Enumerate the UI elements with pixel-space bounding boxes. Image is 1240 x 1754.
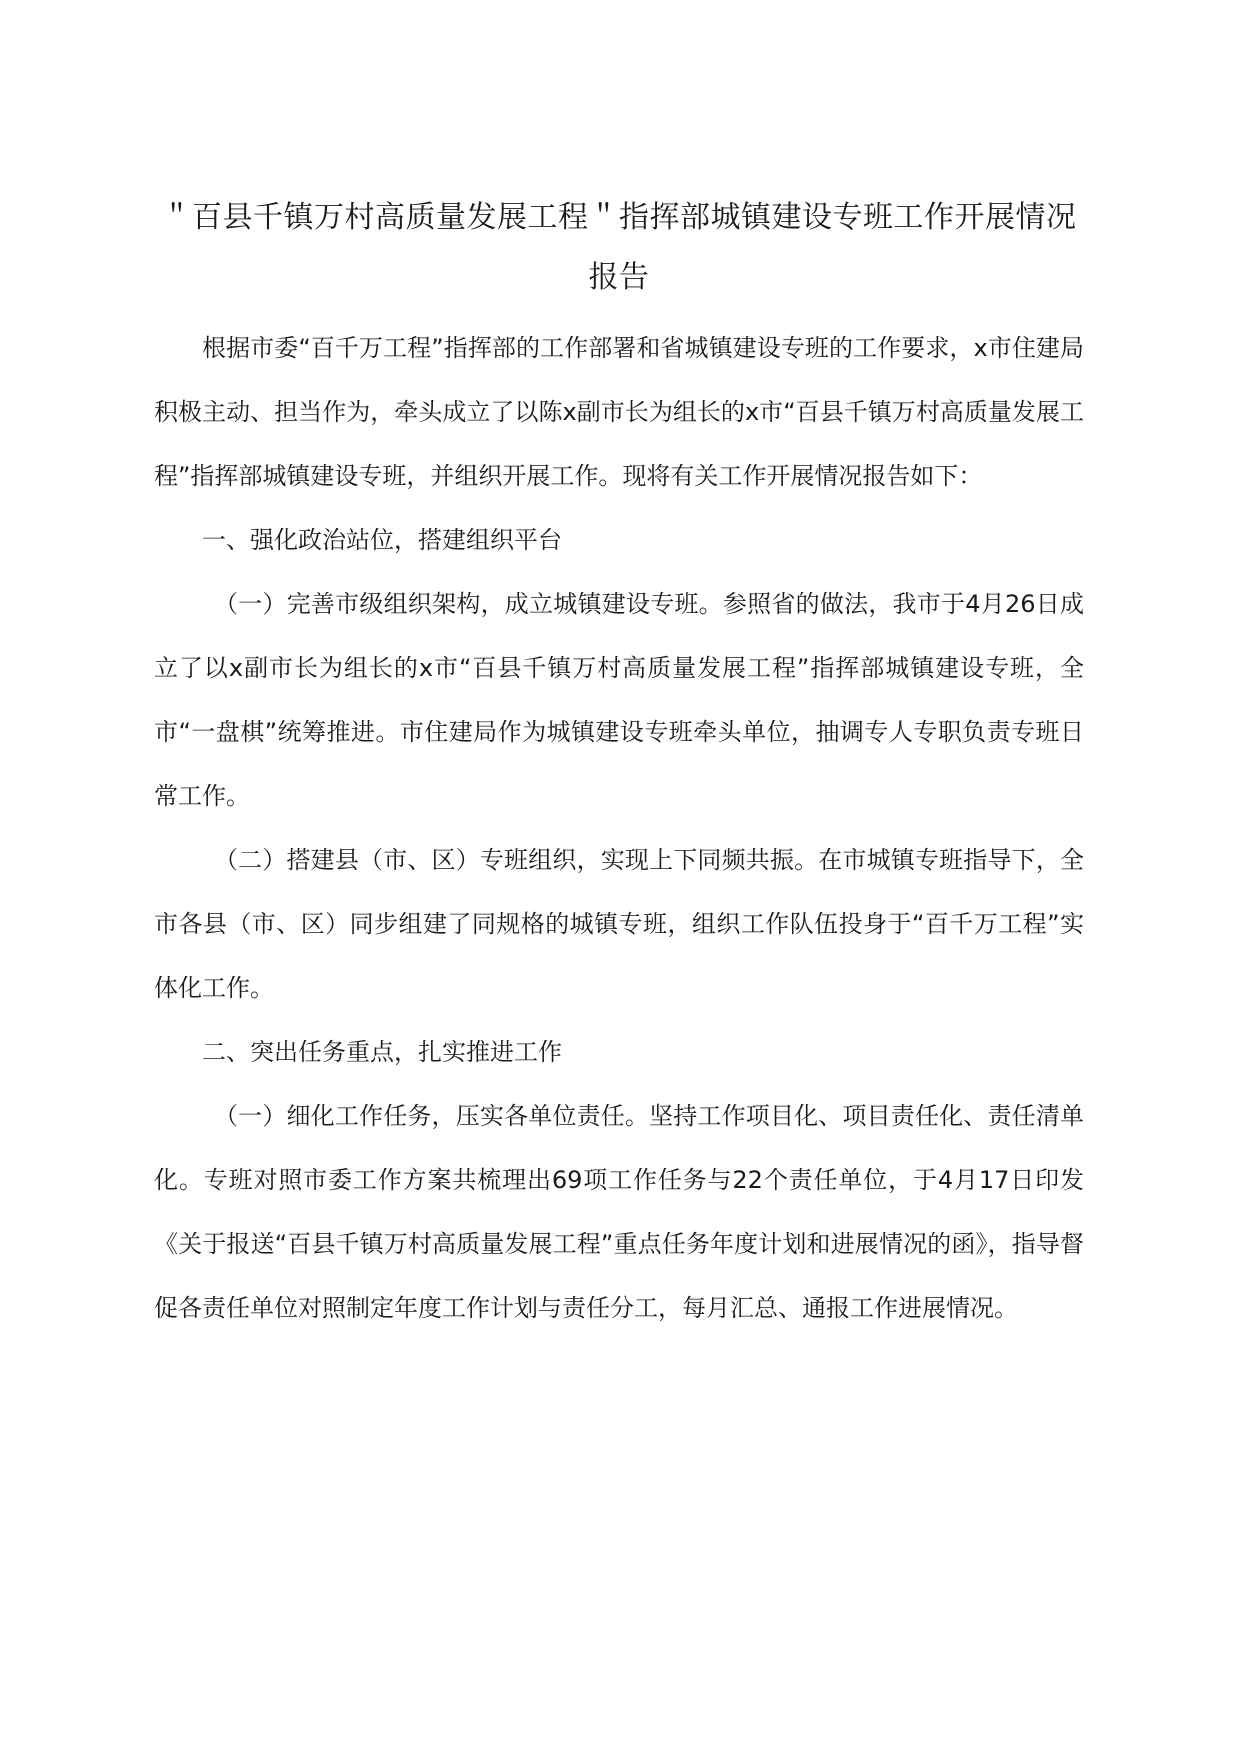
document-title: ＂百县千镇万村高质量发展工程＂指挥部城镇建设专班工作开展情况报告 <box>161 200 1077 295</box>
intro-paragraph: 根据市委“百千万工程”指挥部的工作部署和省城镇建设专班的工作要求，x市住建局积极主动、担当作为，牵头成立了以陈x副市长为组长的x市“百县千镇万村高质量发展工程”指挥部城镇建设专班，并组织开展工作。现将有关工作开展情况报告如下： <box>154 334 1084 490</box>
section-2-heading: 二、突出任务重点，扎实推进工作 <box>202 1038 562 1066</box>
section-1-item-1: （一）完善市级组织架构，成立城镇建设专班。参照省的做法，我市于4月26日成立了以x副市长为组长的x市“百县千镇万村高质量发展工程”指挥部城镇建设专班，全市“一盘棋”统筹推进。市住建局作为城镇建设专班牵头单位，抽调专人专职负责专班日常工作。 <box>154 590 1084 810</box>
section-2-item-1: （一）细化工作任务，压实各单位责任。坚持工作项目化、项目责任化、责任清单化。专班对照市委工作方案共梳理出69项工作任务与22个责任单位，于4月17日印发《关于报送“百县千镇万村高质量发展工程”重点任务年度计划和进展情况的函》，指导督促各责任单位对照制定年度工作计划与责任分工，每月汇总、通报工作进展情况。 <box>154 1102 1084 1322</box>
section-1-item-2: （二）搭建县（市、区）专班组织，实现上下同频共振。在市城镇专班指导下，全市各县（市、区）同步组建了同规格的城镇专班，组织工作队伍投身于“百千万工程”实体化工作。 <box>154 846 1084 1002</box>
document-page <box>154 188 1084 1340</box>
section-1-heading: 一、强化政治站位，搭建组织平台 <box>202 526 562 554</box>
title-block <box>154 188 1084 308</box>
